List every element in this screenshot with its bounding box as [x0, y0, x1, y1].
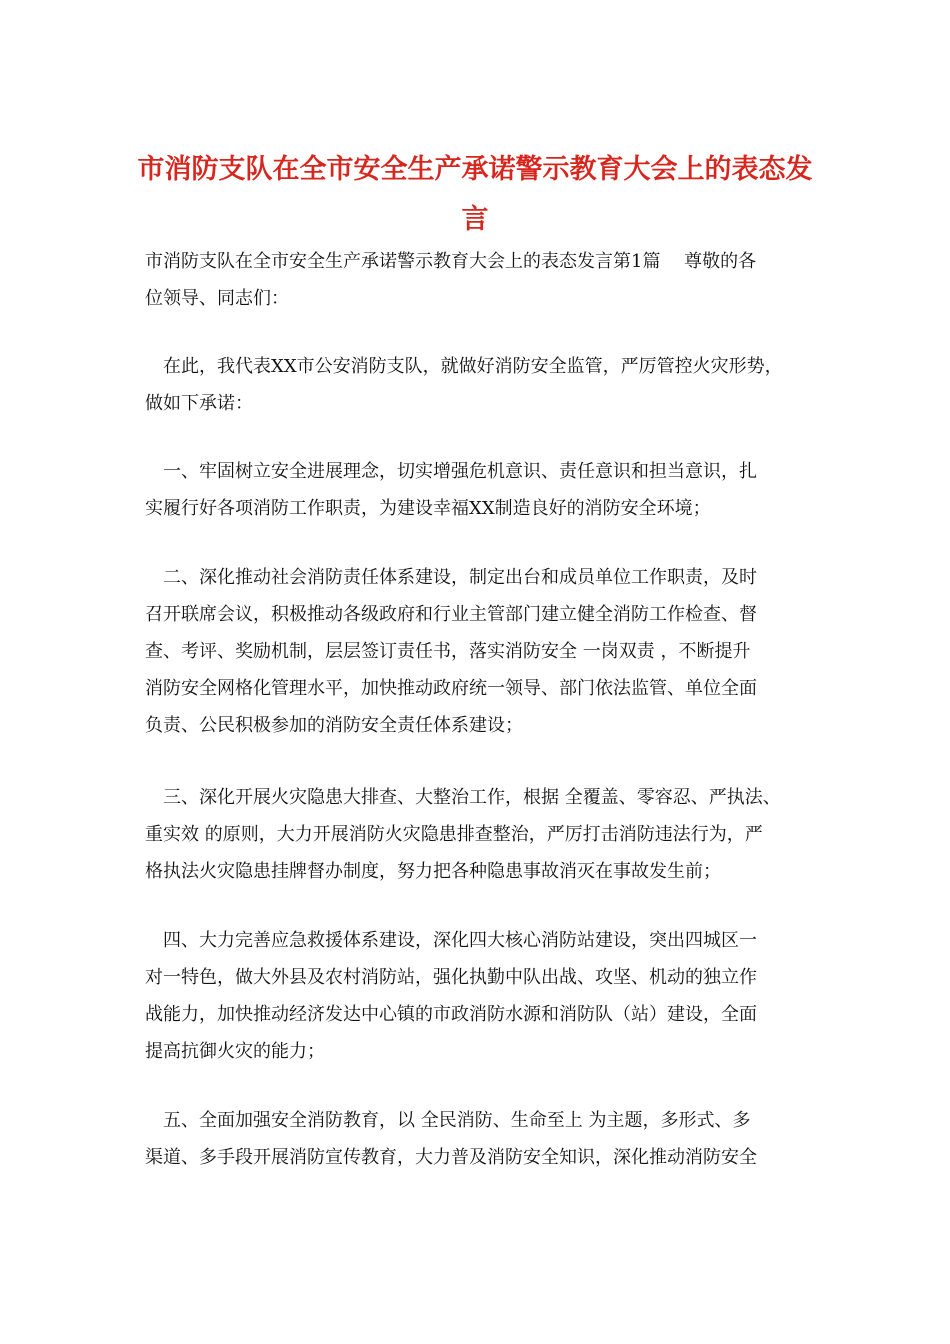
- body-line: 三、深化开展火灾隐患大排查、大整治工作，根据 全覆盖、零容忍、严执法、: [145, 787, 781, 808]
- body-line: 召开联席会议，积极推动各级政府和行业主管部门建立健全消防工作检查、督: [145, 604, 757, 625]
- body-line: 提高抗御火灾的能力；: [145, 1041, 325, 1062]
- body-line: 实履行好各项消防工作职责，为建设幸福XX制造良好的消防安全环境；: [145, 498, 711, 519]
- body-line: 渠道、多手段开展消防宣传教育，大力普及消防安全知识，深化推动消防安全: [145, 1147, 757, 1168]
- body-line: 重实效 的原则，大力开展消防火灾隐患排查整治，严厉打击消防违法行为，严: [145, 824, 763, 845]
- body-line: 四、大力完善应急救援体系建设，深化四大核心消防站建设，突出四城区一: [145, 930, 757, 951]
- document-title-line-2: 言: [461, 204, 489, 235]
- body-line: 格执法火灾隐患挂牌督办制度，努力把各种隐患事故消灭在事故发生前；: [145, 861, 721, 882]
- body-line: 二、深化推动社会消防责任体系建设，制定出台和成员单位工作职责，及时: [145, 567, 757, 588]
- body-line: 消防安全网格化管理水平，加快推动政府统一领导、部门依法监管、单位全面: [145, 678, 757, 699]
- body-line: 战能力，加快推动经济发达中心镇的市政消防水源和消防队（站）建设，全面: [145, 1004, 757, 1025]
- body-line: 市消防支队在全市安全生产承诺警示教育大会上的表态发言第1篇 尊敬的各: [145, 251, 757, 272]
- document-title-line-1: 市消防支队在全市安全生产承诺警示教育大会上的表态发: [137, 154, 813, 185]
- body-line: 五、全面加强安全消防教育，以 全民消防、生命至上 为主题，多形式、多: [145, 1110, 751, 1131]
- body-line: 位领导、同志们：: [145, 288, 289, 309]
- body-line: 在此，我代表XX市公安消防支队，就做好消防安全监管，严厉管控火灾形势，: [145, 356, 783, 377]
- body-line: 查、考评、奖励机制，层层签订责任书，落实消防安全 一岗双责 ，不断提升: [145, 641, 751, 662]
- body-line: 对一特色，做大外县及农村消防站，强化执勤中队出战、攻坚、机动的独立作: [145, 967, 757, 988]
- body-line: 做如下承诺：: [145, 393, 253, 414]
- body-line: 负责、公民积极参加的消防安全责任体系建设；: [145, 715, 523, 736]
- body-line: 一、牢固树立安全进展理念，切实增强危机意识、责任意识和担当意识，扎: [145, 461, 757, 482]
